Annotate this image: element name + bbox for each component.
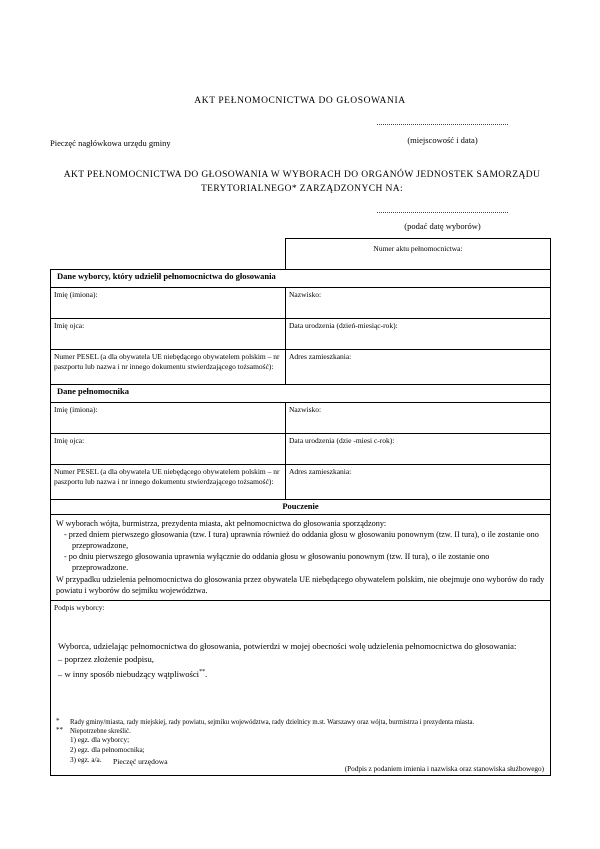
footnote-doublestar-mark: ** bbox=[56, 726, 63, 735]
voter-section-header-row bbox=[51, 270, 551, 288]
table-row bbox=[51, 434, 551, 465]
table-row bbox=[51, 350, 551, 385]
table-row bbox=[51, 465, 551, 500]
instruction-body bbox=[51, 514, 551, 600]
signature-option-1: – poprzez złożenie podpisu, bbox=[58, 654, 154, 665]
voter-pesel-cell[interactable]: Numer PESEL (a dla obywatela UE niebędącego obywatelem polskim – nr paszportu lub nazwa i nr innego dokumentu stwierdzającego tożsamość): bbox=[51, 350, 286, 385]
list-item: 2) egz. dla pełnomocnika; bbox=[70, 746, 145, 754]
akt-number-label: Numer aktu pełnomocnictwa: bbox=[373, 244, 463, 253]
agent-section-header: Dane pełnomocnika bbox=[51, 385, 551, 403]
akt-number-cell[interactable] bbox=[286, 239, 551, 270]
voter-birthdate-cell[interactable]: Data urodzenia (dzień-miesiąc-rok): bbox=[286, 319, 551, 350]
election-date-label: (podać datę wyborów) bbox=[404, 221, 481, 231]
page-title: AKT PEŁNOMOCNICTWA DO GŁOSOWANIA bbox=[194, 96, 406, 106]
voter-signature-label: Podpis wyborcy: bbox=[54, 602, 105, 612]
agent-lastname-cell[interactable]: Nazwisko: bbox=[286, 403, 551, 434]
footnote-doublestar bbox=[56, 727, 556, 736]
official-signature-caption: (Podpis z podaniem imienia i nazwiska oraz stanowiska służbowego) bbox=[344, 765, 544, 774]
agent-firstname-cell[interactable]: Imię (imiona): bbox=[51, 403, 286, 434]
table-row bbox=[51, 288, 551, 319]
footnote-doublestar-text: Niepotrzebne skreślić. bbox=[70, 728, 131, 736]
signature-option-2-footnote-mark: ** bbox=[199, 669, 206, 676]
signature-option-2 bbox=[58, 666, 543, 681]
footnote-star-text: Rady gminy/miasta, rady miejskiej, rady powiatu, sejmiku województwa, rady dzielnicy m.st. Warszawy oraz wójta, burmistrza i prezydenta miasta. bbox=[70, 719, 475, 726]
instruction-bullet-1: - przed dniem pierwszego głosowania (tzw. I tura) uprawnia również do oddania głosu w głosowaniu ponownym (tzw. II tura), o ile zostanie ono przeprowadzone, bbox=[64, 529, 539, 550]
agent-section-header-row bbox=[51, 385, 551, 403]
signature-option-2-text: – w inny sposób niebudzący wątpliwości bbox=[58, 669, 200, 680]
instruction-body-row bbox=[51, 514, 551, 600]
voter-firstname-cell[interactable]: Imię (imiona): bbox=[51, 288, 286, 319]
voter-fathername-cell[interactable]: Imię ojca: bbox=[51, 319, 286, 350]
office-header-stamp-label: Pieczęć nagłówkowa urzędu gminy bbox=[50, 138, 171, 148]
official-stamp-label: Pieczęć urzędowa bbox=[113, 757, 168, 767]
empty-cell bbox=[51, 239, 286, 270]
agent-pesel-cell[interactable]: Numer PESEL (a dla obywatela UE niebędącego obywatelem polskim – nr paszportu lub nazwa i nr innego dokumentu stwierdzającego tożsamość): bbox=[51, 465, 286, 500]
copies-list bbox=[56, 736, 556, 765]
instruction-lead: W wyborach wójta, burmistrza, prezydenta miasta, akt pełnomocnictwa do głosowania sporządzony: bbox=[56, 518, 387, 528]
table-row bbox=[51, 319, 551, 350]
voter-section-header: Dane wyborcy, który udzielił pełnomocnictwa do głosowania bbox=[51, 270, 551, 288]
footnote-star bbox=[56, 718, 556, 727]
instruction-bullet-2: - po dniu pierwszego głosowania uprawnia wyłącznie do oddania głosu w głosowaniu ponownym (tzw. II tura), o ile zostanie ono przeprowadzone. bbox=[64, 552, 490, 573]
place-date-label: (miejscowość i data) bbox=[407, 135, 478, 145]
list-item: 1) egz. dla wyborcy; bbox=[70, 736, 130, 745]
place-date-dotted-line: .................................................................. bbox=[376, 118, 509, 127]
footnotes bbox=[56, 718, 556, 765]
footnote-star-mark: * bbox=[56, 717, 60, 725]
list-item: 3) egz. a/a. bbox=[70, 755, 102, 764]
election-date-dotted-line: .................................................................. bbox=[376, 206, 509, 215]
instruction-header: Pouczenie bbox=[51, 500, 551, 515]
act-heading: AKT PEŁNOMOCNICTWA DO GŁOSOWANIA W WYBORACH DO ORGANÓW JEDNOSTEK SAMORZĄDU TERYTORIALNEGO* ZARZĄDZONYCH NA: bbox=[63, 170, 541, 194]
signature-statement: Wyborca, udzielając pełnomocnictwa do głosowania, potwierdzi w mojej obecności wolę udzielenia pełnomocnictwa do głosowania: bbox=[58, 641, 517, 652]
table-row-akt-number bbox=[51, 239, 551, 270]
signature-option-2-end: . bbox=[205, 669, 208, 680]
instruction-header-row bbox=[51, 500, 551, 515]
signature-statement-block bbox=[54, 640, 547, 681]
instruction-closing: W przypadku udzielenia pełnomocnictwa do głosowania przez obywatela UE niebędącego obywatelem polskim, nie obejmuje ono wyborów do rady powiatu i wyborów do sejmiku województwa. bbox=[56, 574, 545, 595]
main-form-table bbox=[50, 238, 551, 776]
agent-address-cell[interactable]: Adres zamieszkania: bbox=[286, 465, 551, 500]
voter-lastname-cell[interactable]: Nazwisko: bbox=[286, 288, 551, 319]
table-row bbox=[51, 403, 551, 434]
agent-birthdate-cell[interactable]: Data urodzenia (dzie -miesi c-rok): bbox=[286, 434, 551, 465]
agent-fathername-cell[interactable]: Imię ojca: bbox=[51, 434, 286, 465]
voter-address-cell[interactable]: Adres zamieszkania: bbox=[286, 350, 551, 385]
